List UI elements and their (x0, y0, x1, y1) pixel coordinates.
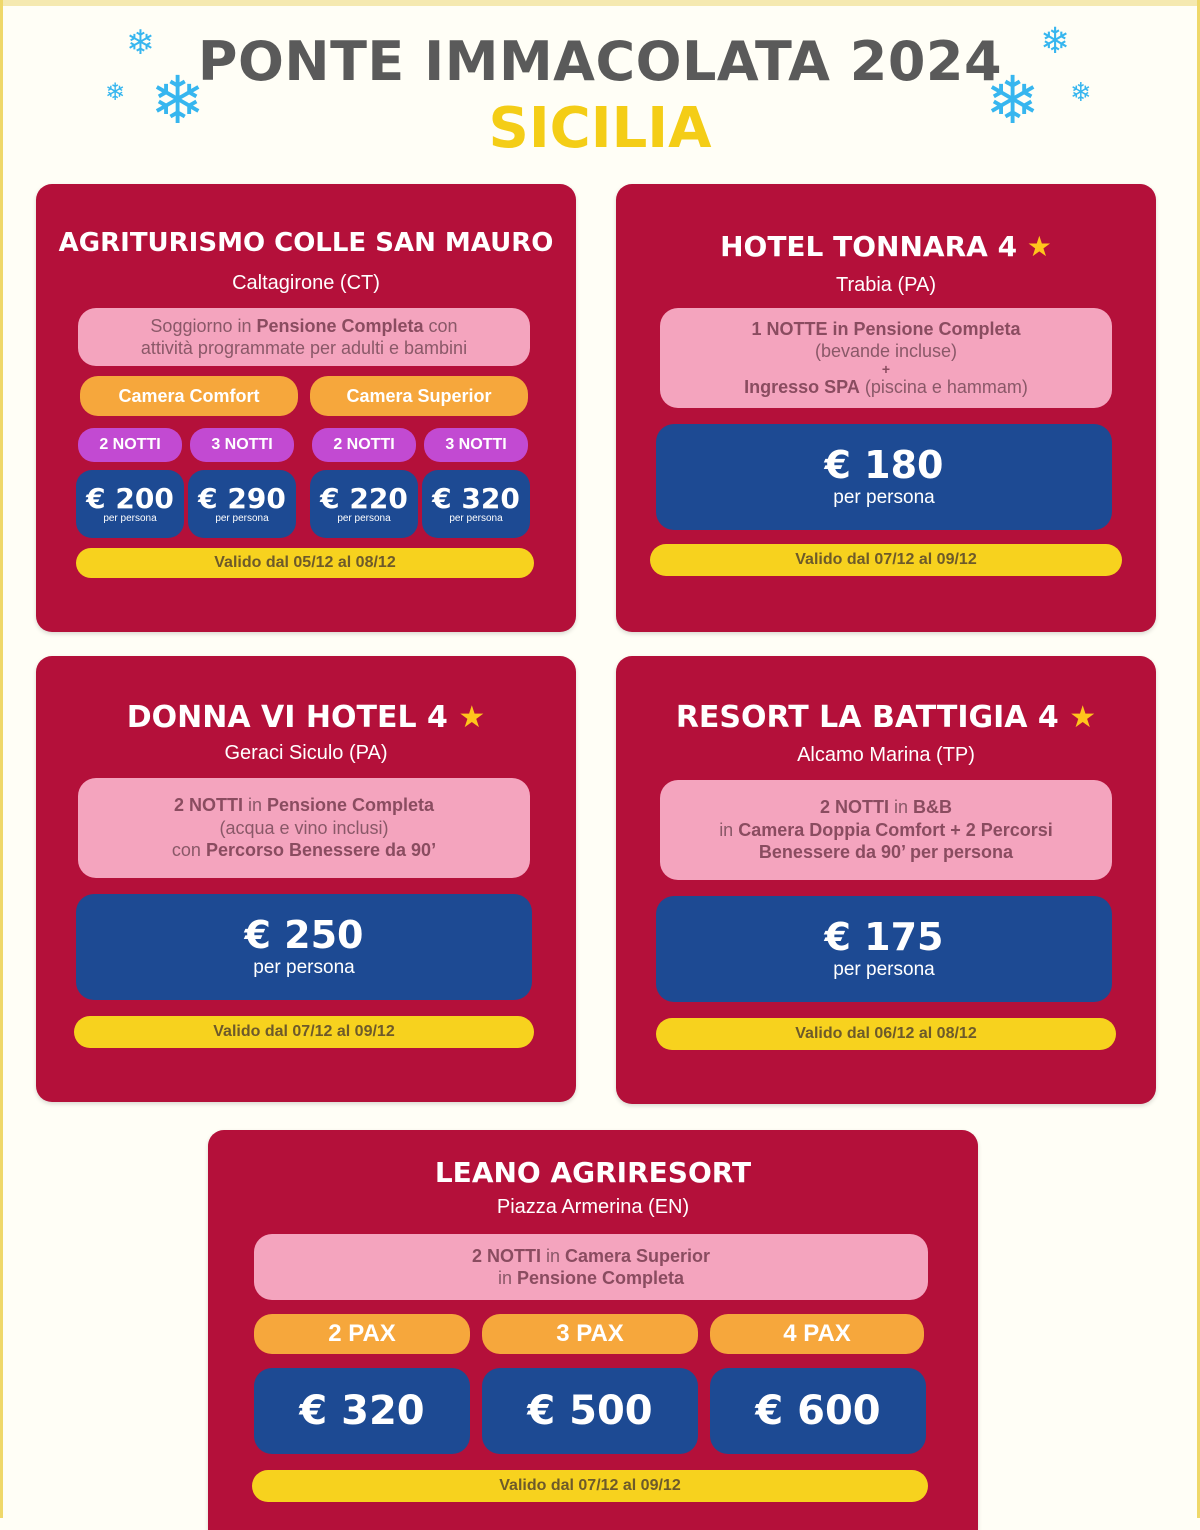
snowflake-icon: ❄ (105, 78, 126, 106)
validity-bar: Valido dal 06/12 al 08/12 (656, 1018, 1116, 1050)
hotel-location: Piazza Armerina (EN) (496, 1196, 690, 1218)
snowflake-icon: ❄ (126, 23, 155, 63)
page-title: PONTE IMMACOLATA 2024 (197, 30, 1003, 93)
snowflake-icon: ❄ (1040, 21, 1071, 62)
hotel-name: HOTEL TONNARA 4 ★ (720, 230, 1052, 263)
star-icon: ★ (1069, 700, 1097, 735)
offer-card-resort-la-battigia[interactable] (616, 656, 1156, 1104)
top-decor-strip (0, 0, 1200, 6)
price-box: € 250 per persona (76, 894, 532, 1000)
room-type-comfort: Camera Comfort (80, 376, 298, 416)
nights-badge: 2 NOTTI (312, 428, 416, 462)
hotel-name: AGRITURISMO COLLE SAN MAURO (58, 228, 554, 258)
page-subtitle: SICILIA (488, 96, 712, 161)
price-box: € 180 per persona (656, 424, 1112, 530)
offer-description: 2 NOTTI in B&B in Camera Doppia Comfort + 2 Percorsi Benessere da 90’ per persona (660, 780, 1112, 880)
offer-card-donna-vi-hotel[interactable] (36, 656, 576, 1102)
nights-badge: 2 NOTTI (78, 428, 182, 462)
price-box: € 200 per persona (76, 470, 184, 538)
price-box: € 220 per persona (310, 470, 418, 538)
nights-badge: 3 NOTTI (424, 428, 528, 462)
star-icon: ★ (1026, 230, 1052, 263)
price-box: € 500 (482, 1368, 698, 1454)
price-box: € 320 (254, 1368, 470, 1454)
validity-bar: Valido dal 07/12 al 09/12 (252, 1470, 928, 1502)
frame-line-left (0, 0, 3, 1518)
price-box: € 600 (710, 1368, 926, 1454)
star-icon: ★ (458, 700, 486, 735)
offer-description: 1 NOTTE in Pensione Completa (bevande incluse) + Ingresso SPA (piscina e hammam) (660, 308, 1112, 408)
room-type-superior: Camera Superior (310, 376, 528, 416)
snowflake-icon: ❄ (1070, 78, 1092, 108)
validity-bar: Valido dal 07/12 al 09/12 (74, 1016, 534, 1048)
price-box: € 175 per persona (656, 896, 1112, 1002)
hotel-location: Caltagirone (CT) (232, 272, 380, 294)
snowflake-icon: ❄ (150, 62, 206, 139)
pax-badge: 3 PAX (482, 1314, 698, 1354)
validity-bar: Valido dal 05/12 al 08/12 (76, 548, 534, 578)
pax-badge: 4 PAX (710, 1314, 924, 1354)
hotel-name: DONNA VI HOTEL 4 ★ (126, 700, 486, 735)
hotel-location: Geraci Siculo (PA) (224, 742, 388, 764)
snowflake-icon: ❄ (985, 62, 1041, 139)
offer-description: 2 NOTTI in Pensione Completa (acqua e vino inclusi) con Percorso Benessere da 90’ (78, 778, 530, 878)
offer-card-colle-san-mauro[interactable] (36, 184, 576, 632)
validity-bar: Valido dal 07/12 al 09/12 (650, 544, 1122, 576)
offer-description: Soggiorno in Pensione Completa con attività programmate per adulti e bambini (78, 308, 530, 366)
hotel-name: RESORT LA BATTIGIA 4 ★ (675, 700, 1097, 735)
pax-badge: 2 PAX (254, 1314, 470, 1354)
offer-card-hotel-tonnara[interactable] (616, 184, 1156, 632)
price-box: € 290 per persona (188, 470, 296, 538)
nights-badge: 3 NOTTI (190, 428, 294, 462)
offer-description: 2 NOTTI in Camera Superior in Pensione Completa (254, 1234, 928, 1300)
hotel-location: Alcamo Marina (TP) (797, 744, 975, 766)
price-box: € 320 per persona (422, 470, 530, 538)
hotel-location: Trabia (PA) (835, 274, 937, 296)
offer-card-leano-agriresort[interactable] (208, 1130, 978, 1530)
hotel-name: LEANO AGRIRESORT (434, 1156, 752, 1189)
